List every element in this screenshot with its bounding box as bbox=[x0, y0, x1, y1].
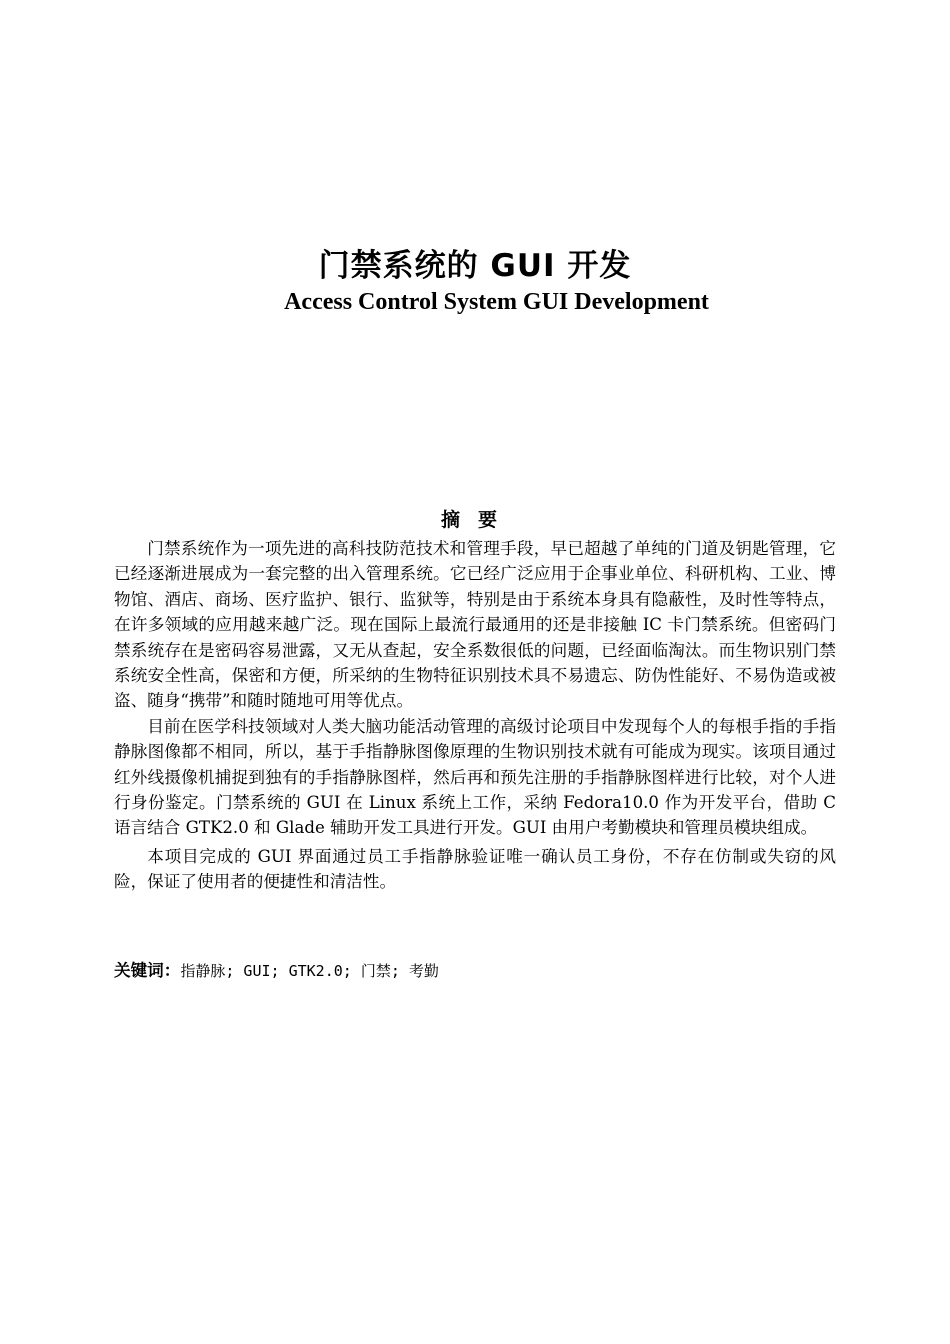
abstract-paragraph-3: 本项目完成的 GUI 界面通过员工手指静脉验证唯一确认员工身份，不存在仿制或失窃的风险，保证了使用者的便捷性和清洁性。 bbox=[114, 846, 836, 892]
abstract-heading: 摘要 bbox=[440, 509, 515, 531]
abstract-paragraph-2: 目前在医学科技领域对人类大脑功能活动管理的高级讨论项目中发现每个人的每根手指的手指静脉图像都不相同，所以，基于手指静脉图像原理的生物识别技术就有可能成为现实。该项目通过红外线摄像机捕捉到独有的手指静脉图样，然后再和预先注册的手指静脉图样进行比较，对个人进行身份鉴定。门禁系统的 GUI 在 Linux 系统上工作，采纳 Fedora10.0 作为开发平台，借助 C 语言结合 GTK2.0 和 Glade 辅助开发工具进行开发。GUI 由用户考勤模块和管理员模块组成。 bbox=[114, 716, 836, 838]
title-english: Access Control System GUI Development bbox=[284, 289, 709, 315]
abstract-body bbox=[114, 536, 836, 895]
abstract-paragraph-1: 门禁系统作为一项先进的高科技防范技术和管理手段，早已超越了单纯的门道及钥匙管理，它已经逐渐进展成为一套完整的出入管理系统。它已经广泛应用于企事业单位、科研机构、工业、博物馆、酒店、商场、医疗监护、银行、监狱等，特别是由于系统本身具有隐蔽性，及时性等特点，在许多领域的应用越来越广泛。现在国际上最流行最通用的还是非接触 IC 卡门禁系统。但密码门禁系统存在是密码容易泄露，又无从查起，安全系数很低的问题，已经面临淘汰。而生物识别门禁系统安全性高，保密和方便，所采纳的生物特征识别技术具不易遗忘、防伪性能好、不易伪造或被盗、随身“携带”和随时随地可用等优点。 bbox=[114, 539, 836, 711]
title-chinese: 门禁系统的 GUI 开发 bbox=[318, 248, 632, 284]
keywords-label: 关键词： bbox=[114, 961, 181, 980]
keywords-line bbox=[114, 958, 836, 984]
keywords-values: 指静脉; GUI; GTK2.0; 门禁; 考勤 bbox=[180, 962, 439, 980]
